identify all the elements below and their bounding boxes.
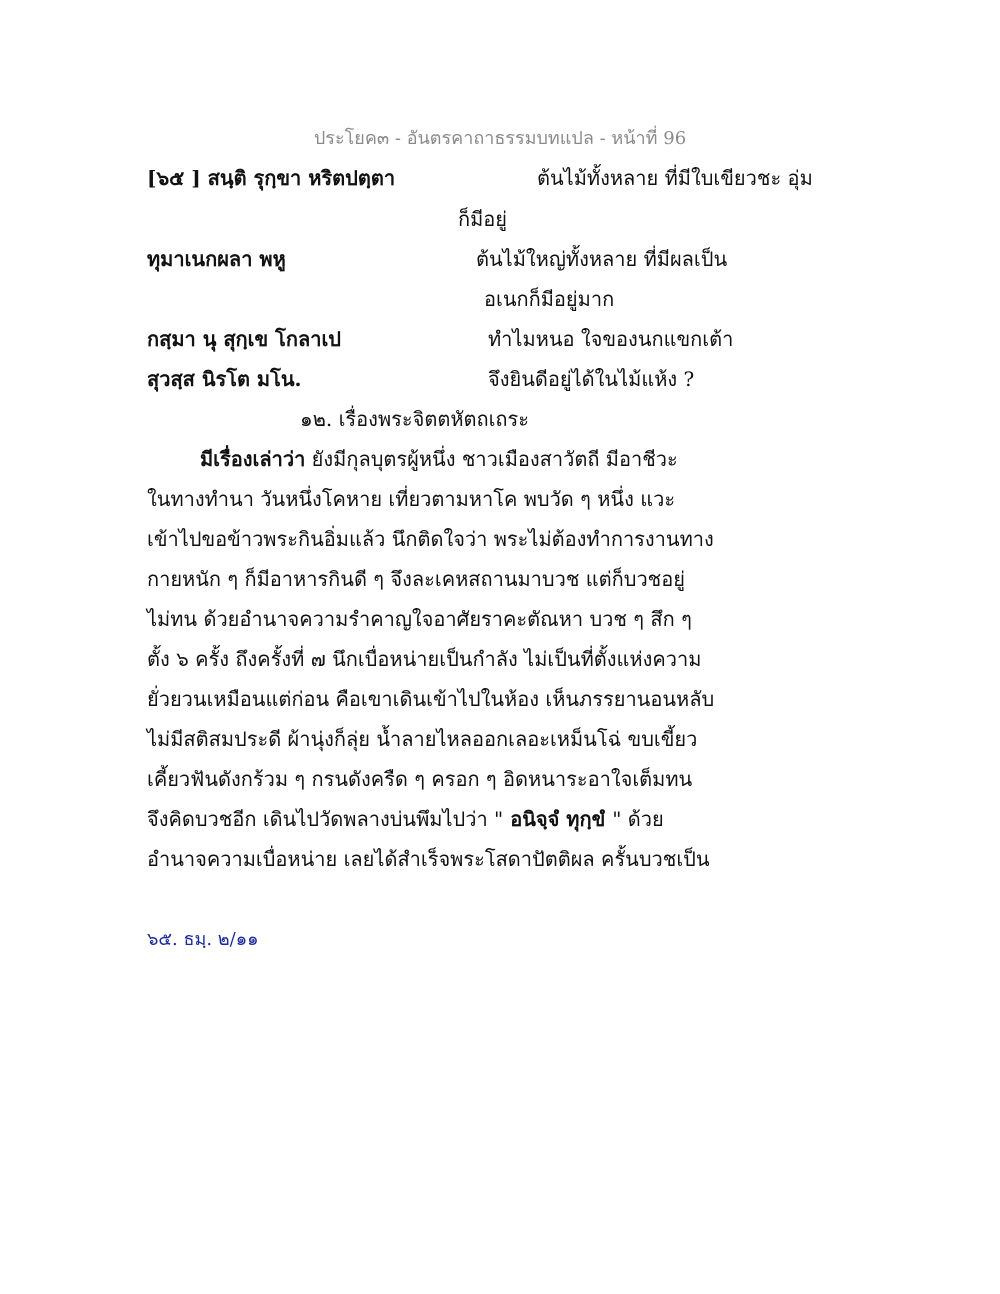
story-opening-bold: มีเรื่องเล่าว่า — [200, 447, 306, 471]
verse-2-pali: ทุมาเนกผลา พหู — [147, 247, 286, 271]
story-line-6: ตั้ง ๖ ครั้ง ถึงครั้งที่ ๗ นึกเบื่อหน่ายเป็นกำลัง ไม่เป็นที่ตั้งแห่งความ — [147, 647, 702, 671]
story-line-9: เคี้ยวฟันดังกร้วม ๆ กรนดังครืด ๆ ครอก ๆ อิดหนาระอาใจเต็มทน — [147, 767, 693, 791]
story-line-5: ไม่ทน ด้วยอำนาจความรำคาญใจอาศัยราคะตัณหา บวช ๆ สึก ๆ — [147, 607, 692, 631]
story-line-2: ในทางทำนา วันหนึ่งโคหาย เที่ยวตามหาโค พบวัด ๆ หนึ่ง แวะ — [147, 487, 676, 511]
story-line-11: อำนาจความเบื่อหน่าย เลยได้สำเร็จพระโสดาปัตติผล ครั้นบวชเป็น — [147, 847, 710, 871]
verse-1-pali: [๖๕ ] สนฺติ รุกฺขา หริตปตฺตา — [147, 166, 396, 190]
story-line-10-pre: จึงคิดบวชอีก เดินไปวัดพลางบ่นพึมไปว่า " — [147, 807, 504, 831]
story-line-1-text: ยังมีกุลบุตรผู้หนึ่ง ชาวเมืองสาวัตถี มีอาชีวะ — [305, 447, 678, 471]
story-line-3: เข้าไปขอข้าวพระกินอิ่มแล้ว นึกติดใจว่า พระไม่ต้องทำการงานทาง — [147, 527, 714, 551]
verse-2-translation-line-2: อเนกก็มีอยู่มาก — [484, 287, 615, 311]
story-title: ๑๒. เรื่องพระจิตตหัตถเถระ — [300, 407, 530, 431]
story-line-7: ยั่วยวนเหมือนแต่ก่อน คือเขาเดินเข้าไปในห้อง เห็นภรรยานอนหลับ — [147, 687, 715, 711]
story-line-8: ไม่มีสติสมประดี ผ้านุ่งก็ลุ่ย น้ำลายไหลออกเลอะเหม็นโฉ่ ขบเขี้ยว — [147, 727, 698, 751]
story-line-10 — [147, 803, 664, 835]
story-line-4: กายหนัก ๆ ก็มีอาหารกินดี ๆ จึงละเคหสถานมาบวช แต่ก็บวชอยู่ — [147, 567, 685, 591]
page-header: ประโยค๓ - อันตรคาถาธรรมบทแปล - หน้าที่ 96 — [313, 128, 687, 149]
verse-2-translation-line-1: ต้นไม้ใหญ่ทั้งหลาย ที่มีผลเป็น — [476, 247, 728, 271]
verse-3-pali: กสฺมา นุ สุกฺเข โกลาเป — [147, 327, 341, 351]
story-line-10-pali: อนิจฺจํ ทุกฺขํ — [503, 807, 613, 831]
verse-1-translation-line-1: ต้นไม้ทั้งหลาย ที่มีใบเขียวชะ อุ่ม — [537, 166, 813, 190]
story-line-1 — [200, 443, 678, 475]
story-line-10-post: " ด้วย — [612, 807, 664, 831]
verse-4-pali: สุวสฺส นิรโต มโน. — [147, 367, 302, 391]
verse-1-translation-line-2: ก็มีอยู่ — [458, 207, 508, 231]
verse-3-translation: ทำไมหนอ ใจของนกแขกเต้า — [488, 327, 734, 351]
verse-4-translation: จึงยินดีอยู่ได้ในไม้แห้ง ? — [488, 367, 695, 391]
footnote: ๖๕. ธมฺ. ๒/๑๑ — [147, 929, 259, 950]
